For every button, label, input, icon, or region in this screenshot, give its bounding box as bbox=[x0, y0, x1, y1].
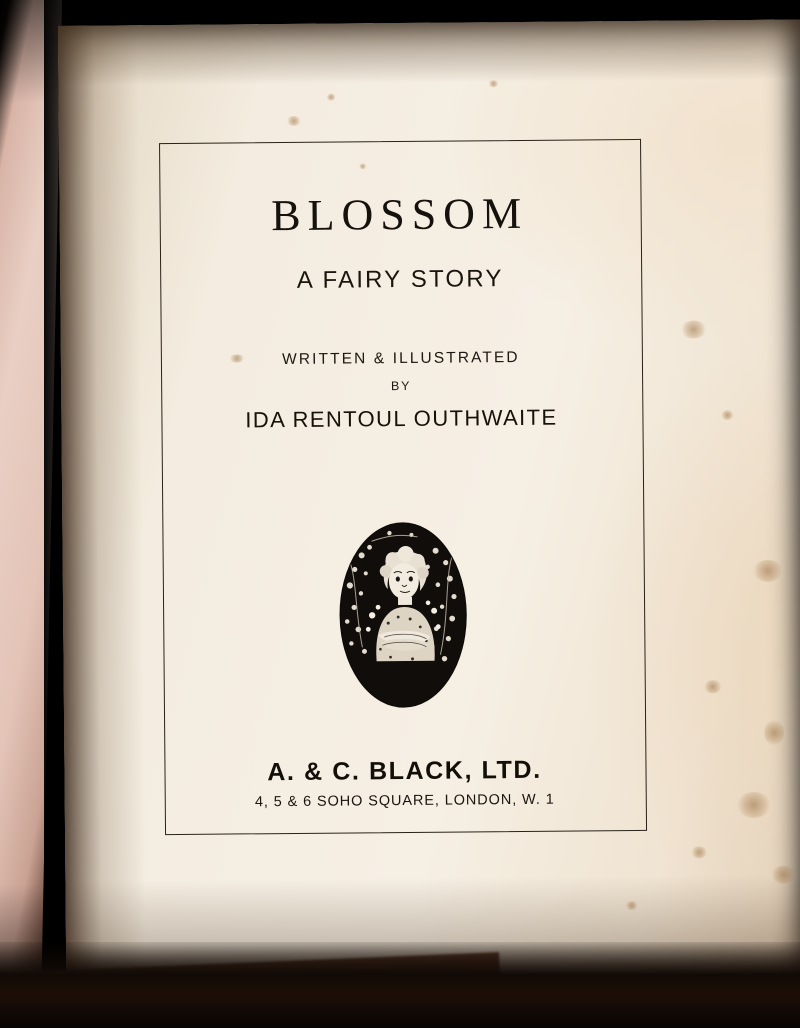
book-binding bbox=[0, 942, 800, 1028]
page-shading-left bbox=[58, 25, 147, 1001]
publisher-name: A. & C. BLACK, LTD. bbox=[267, 755, 542, 787]
foxing-spot bbox=[764, 720, 784, 746]
foxing-spot bbox=[327, 94, 336, 101]
foxing-spot bbox=[691, 846, 707, 858]
foxing-spot bbox=[704, 680, 722, 693]
foxing-spot bbox=[287, 116, 301, 126]
foxing-spot bbox=[721, 410, 733, 420]
vignette-illustration bbox=[327, 510, 479, 719]
credit-line: WRITTEN & ILLUSTRATED bbox=[282, 348, 520, 369]
page-title: BLOSSOM bbox=[271, 188, 529, 241]
title-page bbox=[58, 20, 800, 1001]
credit-by: BY bbox=[390, 378, 412, 394]
title-page-text bbox=[159, 139, 645, 833]
publisher-address: 4, 5 & 6 SOHO SQUARE, LONDON, W. 1 bbox=[254, 791, 555, 811]
foxing-spot bbox=[753, 560, 783, 582]
foxing-spot bbox=[737, 792, 771, 818]
page-subtitle: A FAIRY STORY bbox=[296, 265, 504, 294]
author-name: IDA RENTOUL OUTHWAITE bbox=[245, 404, 558, 433]
foxing-spot bbox=[681, 320, 707, 338]
page-shading-top bbox=[58, 20, 800, 86]
